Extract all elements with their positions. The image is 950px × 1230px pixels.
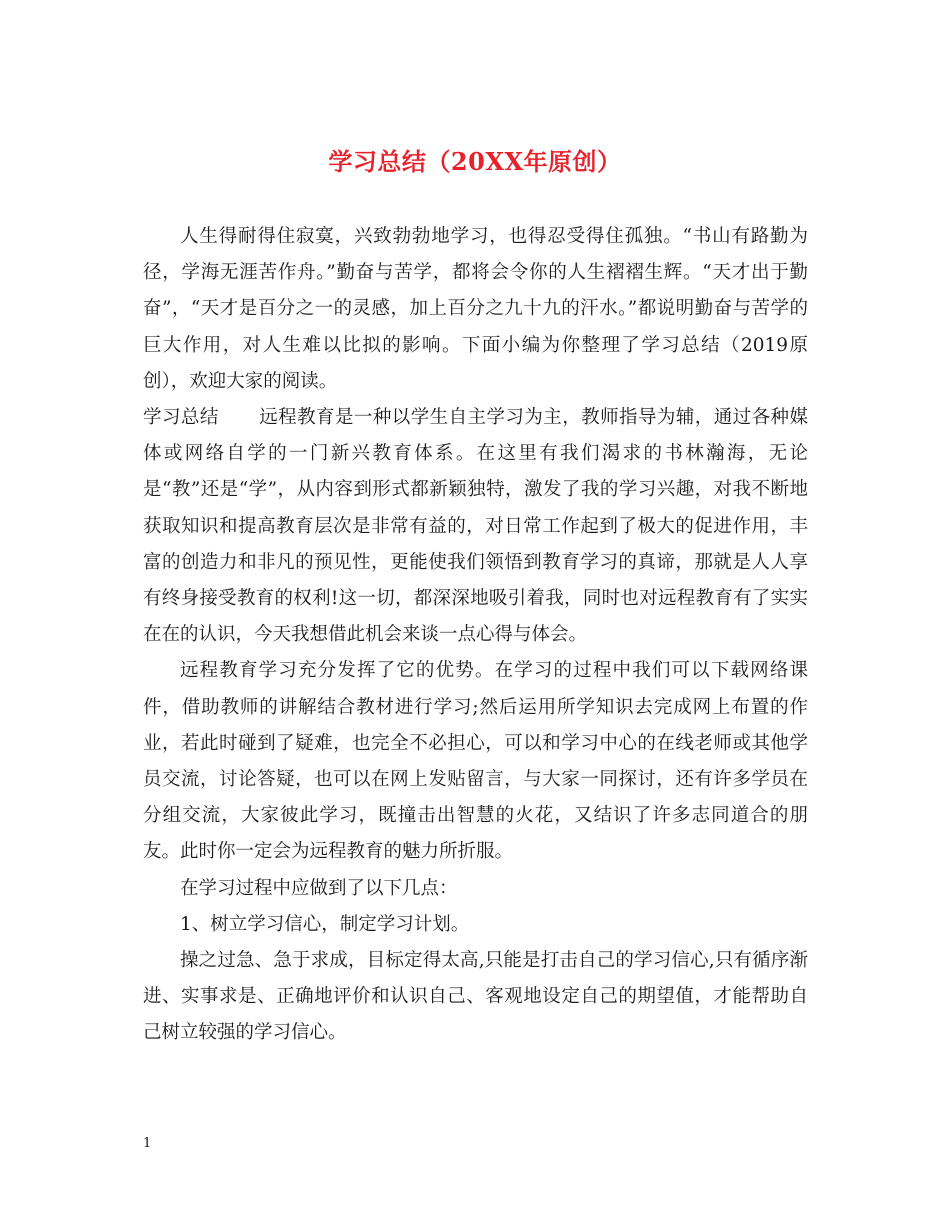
page-number: 1 <box>143 1136 152 1151</box>
body-paragraph: 1、树立学习信心，制定学习计划。 <box>180 913 470 935</box>
document-title: 学习总结（20XX年原创） <box>328 147 622 176</box>
section-heading: 学习总结 <box>143 407 219 429</box>
document-body <box>143 219 808 1052</box>
intro-paragraph: 人生得耐得住寂寞，兴致勃勃地学习，也得忍受得住孤独。“书山有路勤为径，学海无涯苦作舟。”勤奋与苦学，都将会令你的人生褶褶生辉。“天才出于勤奋”，“天才是百分之一的灵感，加上百分之九十九的汗水。”都说明勤奋与苦学的巨大作用，对人生难以比拟的影响。下面小编为你整理了学习总结（2019原创），欢迎大家的阅读。 <box>143 226 808 392</box>
body-paragraph: 在学习过程中应做到了以下几点： <box>180 877 458 899</box>
section-paragraph-text: 远程教育是一种以学生自主学习为主，教师指导为辅，通过各种媒体或网络自学的一门新兴教育体系。在这里有我们渴求的书林瀚海，无论是“教”还是“学”，从内容到形式都新颖独特，激发了我的学习兴趣，对我不断地获取知识和提高教育层次是非常有益的，对日常工作起到了极大的促进作用，丰富的创造力和非凡的预见性，更能使我们领悟到教育学习的真谛，那就是人人享有终身接受教育的权利!这一切，都深深地吸引着我，同时也对远程教育有了实实在在的认识，今天我想借此机会来谈一点心得与体会。 <box>143 407 808 646</box>
body-paragraph: 远程教育学习充分发挥了它的优势。在学习的过程中我们可以下载网络课件，借助教师的讲解结合教材进行学习;然后运用所学知识去完成网上布置的作业，若此时碰到了疑难，也完全不必担心，可以和学习中心的在线老师或其他学员交流，讨论答疑，也可以在网上发贴留言，与大家一同探讨，还有许多学员在分组交流，大家彼此学习，既撞击出智慧的火花，又结识了许多志同道合的朋友。此时你一定会为远程教育的魅力所折服。 <box>143 660 808 863</box>
body-paragraph: 操之过急、急于求成，目标定得太高,只能是打击自己的学习信心,只有循序渐进、实事求是、正确地评价和认识自己、客观地设定自己的期望值，才能帮助自己树立较强的学习信心。 <box>143 950 808 1044</box>
section-paragraph <box>143 400 808 653</box>
